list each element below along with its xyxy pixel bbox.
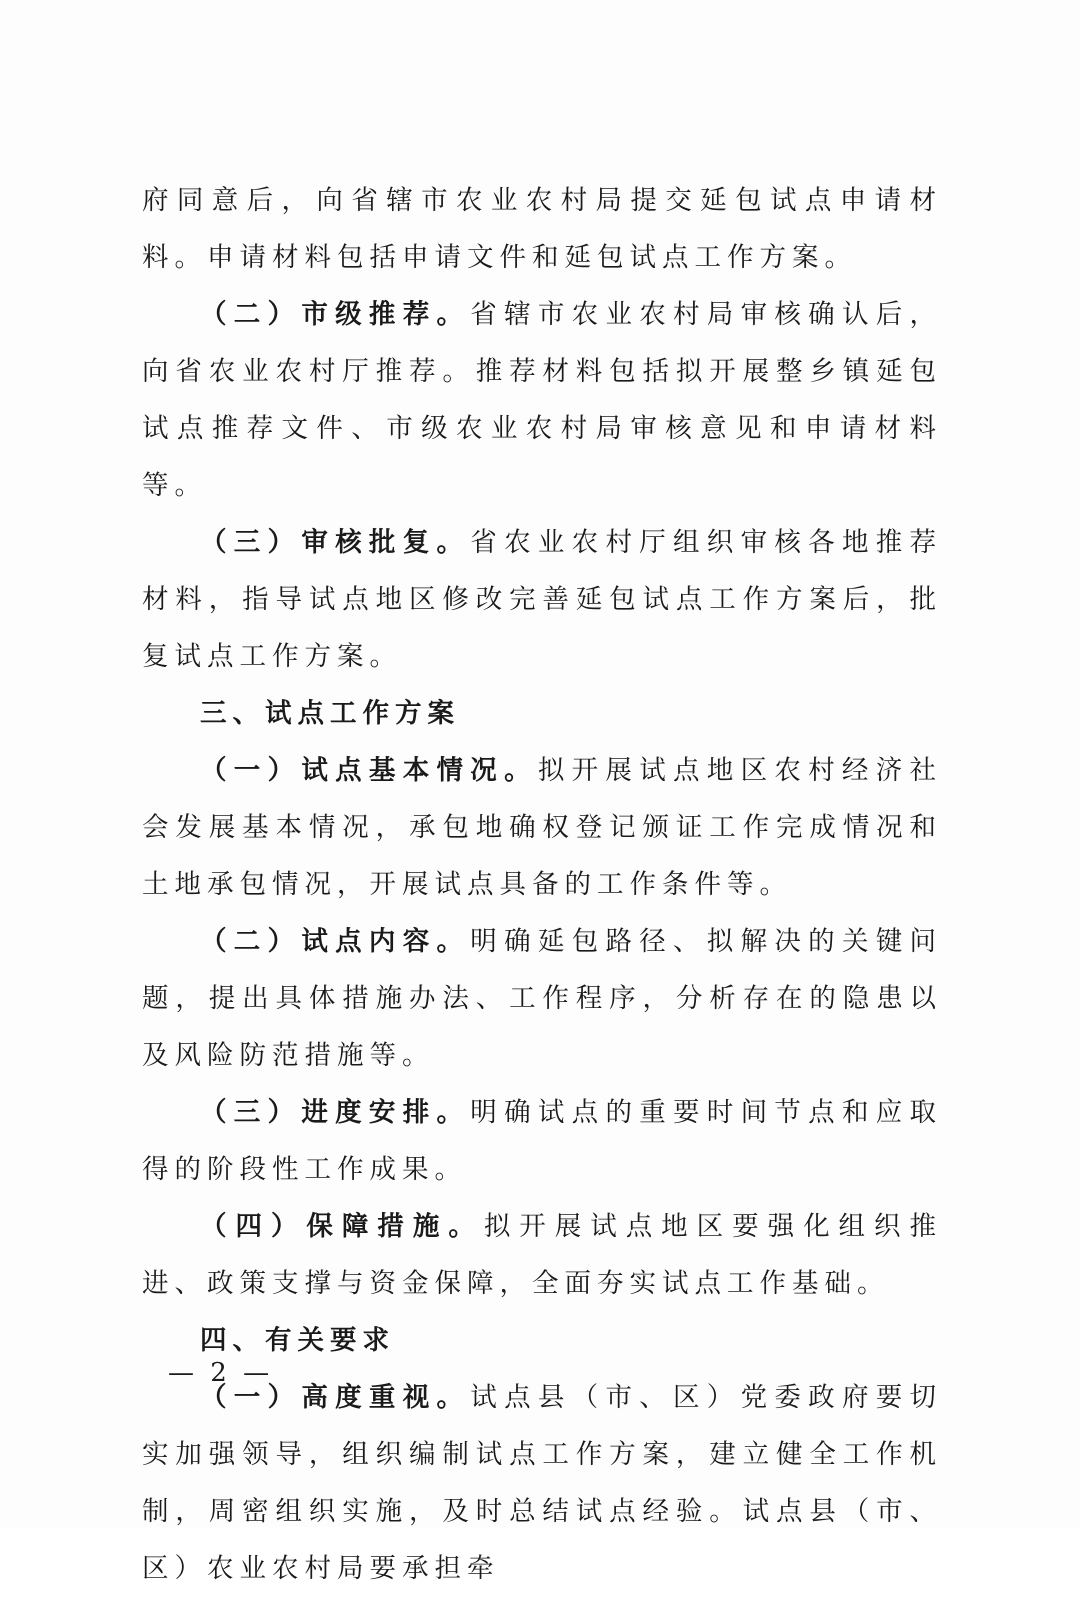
section-heading-3: 三、试点工作方案 bbox=[200, 698, 460, 729]
paragraph-schedule bbox=[142, 1084, 942, 1198]
paragraph-text: 明确试点的重要时间节点和应取得的阶段性工作成果。 bbox=[142, 1097, 943, 1185]
section-heading-4: 四、有关要求 bbox=[200, 1325, 395, 1356]
paragraph-continuation bbox=[142, 172, 942, 286]
paragraph-heading: （一）高度重视。 bbox=[200, 1382, 471, 1413]
paragraph-city-recommendation bbox=[142, 286, 942, 514]
paragraph-text: 拟开展试点地区要强化组织推进、政策支撑与资金保障，全面夯实试点工作基础。 bbox=[142, 1211, 943, 1299]
paragraph-heading: （一）试点基本情况。 bbox=[200, 755, 538, 786]
paragraph-text: 拟开展试点地区农村经济社会发展基本情况，承包地确权登记颁证工作完成情况和土地承包情况，开展试点具备的工作条件等。 bbox=[142, 755, 943, 900]
paragraph-heading: （三）进度安排。 bbox=[200, 1097, 471, 1128]
paragraph-text: 省农业农村厅组织审核各地推荐材料，指导试点地区修改完善延包试点工作方案后，批复试点工作方案。 bbox=[142, 527, 943, 672]
paragraph-review-approval bbox=[142, 514, 942, 685]
paragraph-text: 省辖市农业农村局审核确认后，向省农业农村厅推荐。推荐材料包括拟开展整乡镇延包试点推荐文件、市级农业农村局审核意见和申请材料等。 bbox=[142, 299, 943, 501]
paragraph-safeguards bbox=[142, 1198, 942, 1312]
paragraph-heading: （三）审核批复。 bbox=[200, 527, 471, 558]
paragraph-heading: （二）试点内容。 bbox=[200, 926, 471, 957]
paragraph-text: 府同意后，向省辖市农业农村局提交延包试点申请材料。申请材料包括申请文件和延包试点工作方案。 bbox=[142, 185, 942, 273]
paragraph-high-priority bbox=[142, 1369, 942, 1597]
paragraph-text: 试点县（市、区）党委政府要切实加强领导，组织编制试点工作方案，建立健全工作机制，周密组织实施，及时总结试点经验。试点县（市、区）农业农村局要承担牵 bbox=[142, 1382, 943, 1584]
page-number: — 2 — bbox=[168, 1358, 274, 1388]
paragraph-text: 明确延包路径、拟解决的关键问题，提出具体措施办法、工作程序，分析存在的隐患以及风险防范措施等。 bbox=[142, 926, 943, 1071]
paragraph-pilot-content bbox=[142, 913, 942, 1084]
paragraph-basic-situation bbox=[142, 742, 942, 913]
paragraph-heading: （四）保障措施。 bbox=[200, 1211, 484, 1242]
paragraph-heading: （二）市级推荐。 bbox=[200, 299, 471, 330]
